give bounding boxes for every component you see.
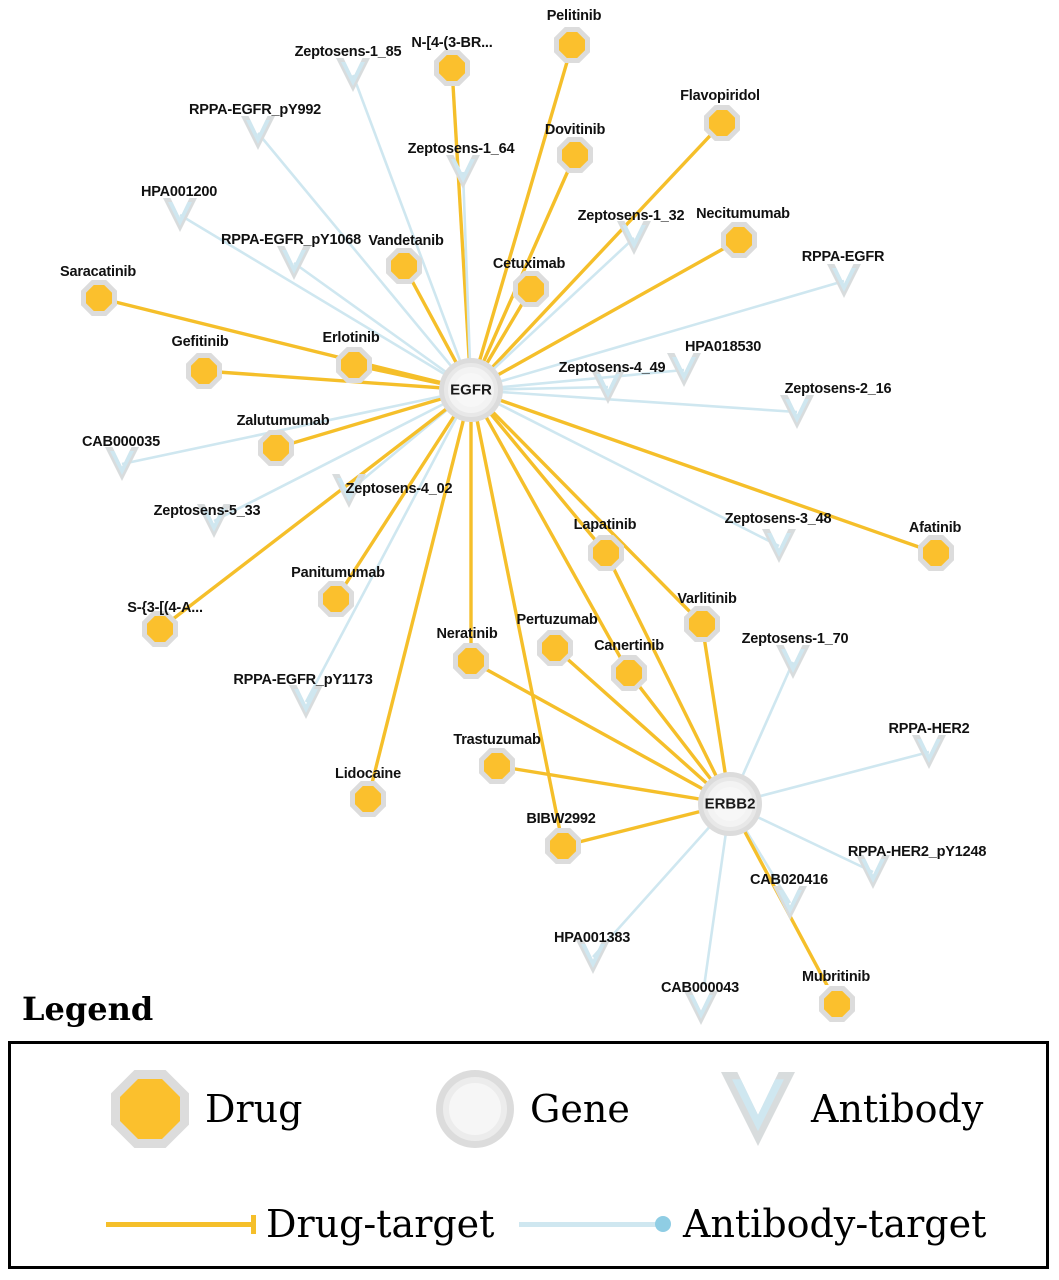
drug-node[interactable] (434, 50, 470, 86)
drug-node[interactable] (336, 347, 372, 383)
antibody-icon (105, 447, 139, 481)
node-label: Flavopiridol (680, 88, 760, 104)
node-label: Varlitinib (677, 591, 737, 607)
node-label: Zeptosens-4_02 (345, 481, 453, 497)
node-label: Dovitinib (544, 122, 606, 138)
drug-icon (513, 271, 549, 307)
drug-icon (819, 986, 855, 1022)
drug-icon (554, 27, 590, 63)
legend-item-drug (111, 1070, 302, 1148)
drug-icon (537, 630, 573, 666)
legend-item-drug-target (106, 1202, 494, 1246)
drug-icon (557, 137, 593, 173)
node-label: Lapatinib (573, 517, 637, 533)
drug-icon (142, 611, 178, 647)
drug-icon (453, 643, 489, 679)
antibody-icon (446, 155, 480, 189)
antibody-icon (289, 685, 323, 719)
drug-icon (588, 535, 624, 571)
node-label: Erlotinib (322, 330, 380, 346)
antibody-icon (776, 645, 810, 679)
antibody-node[interactable] (241, 116, 275, 150)
antibody-icon (684, 991, 718, 1025)
node-label: Neratinib (436, 626, 498, 642)
drug-icon (721, 222, 757, 258)
drug-node[interactable] (81, 280, 117, 316)
drug-node[interactable] (386, 248, 422, 284)
node-label: Zeptosens-1_70 (741, 631, 849, 647)
gene-icon (436, 1070, 514, 1148)
antibody-node[interactable] (912, 735, 946, 769)
node-label: Saracatinib (60, 264, 136, 280)
antibody-node[interactable] (336, 58, 370, 92)
drug-icon (684, 606, 720, 642)
legend-item-antibody (721, 1072, 983, 1146)
node-label: S-{3-[(4-A... (127, 600, 203, 616)
drug-node[interactable] (453, 643, 489, 679)
node-label: Lidocaine (335, 766, 401, 782)
node-label: Cetuximab (492, 256, 566, 272)
drug-icon (479, 748, 515, 784)
node-label: Pertuzumab (516, 612, 598, 628)
node-label: CAB000043 (661, 980, 739, 996)
node-label: Afatinib (908, 520, 962, 536)
legend-label-gene: Gene (530, 1087, 630, 1131)
antibody-icon (617, 221, 651, 255)
node-label: Zalutumumab (236, 413, 330, 429)
antibody-icon (856, 855, 890, 889)
node-label: Trastuzumab (453, 732, 541, 748)
drug-icon (350, 781, 386, 817)
antibody-icon (667, 353, 701, 387)
drug-node[interactable] (545, 828, 581, 864)
node-label: Zeptosens-5_33 (153, 503, 261, 519)
legend-item-gene (436, 1070, 630, 1148)
antibody-icon (277, 246, 311, 280)
antibody-node[interactable] (446, 155, 480, 189)
drug-node[interactable] (318, 581, 354, 617)
antibody-node[interactable] (762, 529, 796, 563)
antibody-node[interactable] (277, 246, 311, 280)
node-label: RPPA-HER2 (888, 721, 970, 737)
antibody-node[interactable] (780, 395, 814, 429)
node-label: HPA001200 (140, 184, 218, 200)
node-label: RPPA-EGFR_pY1173 (233, 672, 373, 688)
antibody-node[interactable] (776, 645, 810, 679)
antibody-icon (780, 395, 814, 429)
antibody-icon (762, 529, 796, 563)
antibody-node[interactable] (289, 685, 323, 719)
node-label: N-[4-(3-BR... (411, 35, 493, 51)
drug-icon (336, 347, 372, 383)
node-label: Panitumumab (291, 565, 385, 581)
drug-node[interactable] (684, 606, 720, 642)
drug-node[interactable] (350, 781, 386, 817)
drug-node[interactable] (554, 27, 590, 63)
node-label: Vandetanib (368, 233, 444, 249)
drug-icon (318, 581, 354, 617)
legend-label-antibody-target: Antibody-target (683, 1202, 987, 1246)
legend-title: Legend (22, 990, 154, 1028)
antibody-target-edge-icon (519, 1214, 669, 1234)
drug-icon (111, 1070, 189, 1148)
drug-icon (386, 248, 422, 284)
drug-icon (258, 430, 294, 466)
antibody-icon (336, 58, 370, 92)
node-label: Necitumumab (696, 206, 790, 222)
drug-node[interactable] (258, 430, 294, 466)
node-label: RPPA-EGFR (801, 249, 885, 265)
node-label: Canertinib (594, 638, 664, 654)
drug-icon (81, 280, 117, 316)
node-label: Zeptosens-3_48 (724, 511, 832, 527)
antibody-node[interactable] (827, 264, 861, 298)
node-label: BIBW2992 (526, 811, 596, 827)
drug-node[interactable] (918, 535, 954, 571)
antibody-node[interactable] (856, 855, 890, 889)
antibody-target-edge (306, 390, 471, 702)
gene-label: ERBB2 (704, 795, 756, 813)
antibody-icon (163, 198, 197, 232)
drug-icon (704, 105, 740, 141)
drug-node[interactable] (513, 271, 549, 307)
node-label: Mubritinib (801, 969, 871, 985)
node-label: HPA018530 (684, 339, 762, 355)
drug-node[interactable] (537, 630, 573, 666)
gene-label: EGFR (450, 381, 492, 399)
node-label: Pelitinib (546, 8, 602, 24)
drug-icon (186, 353, 222, 389)
node-label: Zeptosens-1_64 (407, 141, 515, 157)
drug-node[interactable] (186, 353, 222, 389)
antibody-node[interactable] (684, 991, 718, 1025)
antibody-node[interactable] (105, 447, 139, 481)
drug-node[interactable] (611, 655, 647, 691)
legend-label-antibody: Antibody (811, 1087, 984, 1131)
drug-target-edge (471, 390, 936, 553)
antibody-icon (773, 886, 807, 920)
antibody-node[interactable] (773, 886, 807, 920)
drug-node[interactable] (479, 748, 515, 784)
drug-icon (545, 828, 581, 864)
drug-target-edge-icon (106, 1214, 256, 1234)
antibody-node[interactable] (163, 198, 197, 232)
antibody-icon (912, 735, 946, 769)
drug-icon (611, 655, 647, 691)
drug-node[interactable] (704, 105, 740, 141)
gene-node-egfr[interactable] (439, 358, 503, 422)
node-label: CAB000035 (82, 434, 160, 450)
node-label: Gefitinib (171, 334, 229, 350)
node-label: RPPA-EGFR_pY992 (188, 102, 322, 118)
node-label: Zeptosens-1_32 (577, 208, 685, 224)
antibody-icon (241, 116, 275, 150)
drug-icon (434, 50, 470, 86)
legend-label-drug: Drug (205, 1087, 303, 1131)
node-label: CAB020416 (750, 872, 828, 888)
drug-node[interactable] (142, 611, 178, 647)
node-label: Zeptosens-2_16 (784, 381, 892, 397)
antibody-node[interactable] (617, 221, 651, 255)
drug-icon (918, 535, 954, 571)
node-label: Zeptosens-1_85 (294, 44, 402, 60)
legend-box (8, 1041, 1049, 1269)
drug-node[interactable] (557, 137, 593, 173)
legend-label-drug-target: Drug-target (266, 1202, 495, 1246)
legend-item-antibody-target (519, 1202, 986, 1246)
drug-target-edge (471, 390, 702, 624)
antibody-node[interactable] (667, 353, 701, 387)
gene-node-erbb2[interactable] (698, 772, 762, 836)
node-label: HPA001383 (553, 930, 631, 946)
node-label: Zeptosens-4_49 (558, 360, 666, 376)
node-label: RPPA-EGFR_pY1068 (221, 232, 361, 248)
drug-node[interactable] (721, 222, 757, 258)
antibody-icon (721, 1072, 795, 1146)
drug-node[interactable] (588, 535, 624, 571)
node-label: RPPA-HER2_pY1248 (847, 844, 987, 860)
drug-node[interactable] (819, 986, 855, 1022)
antibody-icon (827, 264, 861, 298)
